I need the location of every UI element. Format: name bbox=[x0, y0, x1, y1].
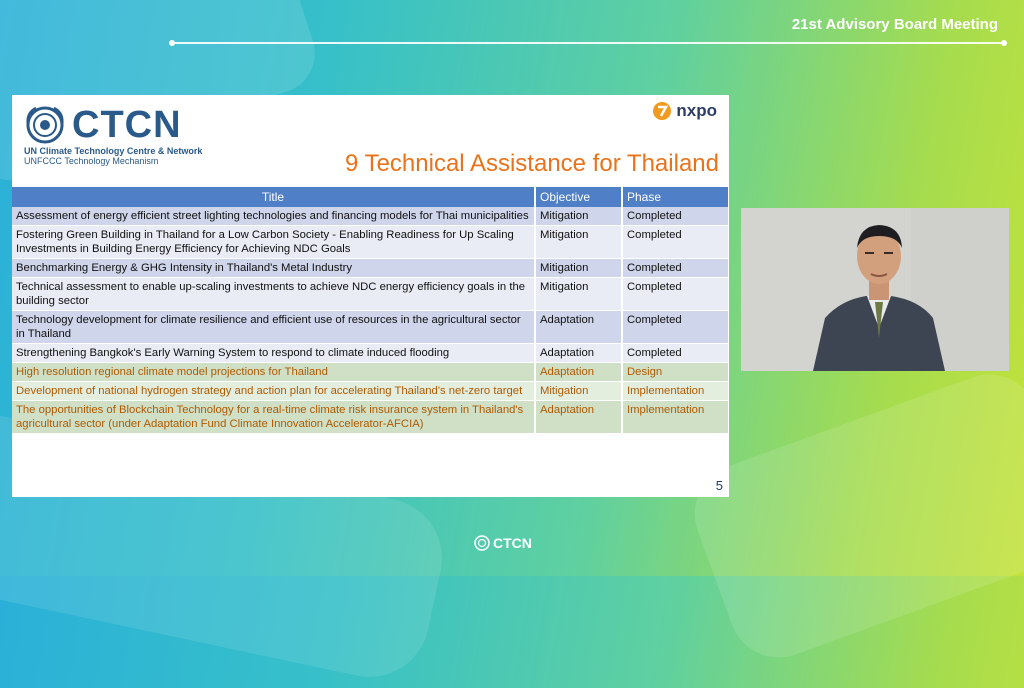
ctcn-logo bbox=[24, 105, 202, 166]
cell-title: Technology development for climate resilience and efficient use of resources in the agricultural sector in Thailand bbox=[12, 311, 535, 344]
table-row bbox=[12, 363, 729, 382]
slide-title: 9 Technical Assistance for Thailand bbox=[344, 150, 719, 177]
footer-ctcn-logo bbox=[474, 535, 532, 551]
ctcn-logo-text: CTCN bbox=[72, 104, 182, 146]
cell-objective: Adaptation bbox=[535, 401, 622, 434]
cell-objective: Mitigation bbox=[535, 259, 622, 278]
cell-objective: Adaptation bbox=[535, 344, 622, 363]
cell-title: High resolution regional climate model projections for Thailand bbox=[12, 363, 535, 382]
cell-phase: Completed bbox=[622, 207, 729, 226]
cell-phase: Design bbox=[622, 363, 729, 382]
cell-phase: Completed bbox=[622, 311, 729, 344]
nxpo-logo bbox=[652, 101, 717, 121]
cell-title: Technical assessment to enable up-scaling investments to achieve NDC energy efficiency goals in the building sector bbox=[12, 278, 535, 311]
cell-objective: Adaptation bbox=[535, 363, 622, 382]
cell-phase: Completed bbox=[622, 259, 729, 278]
table-row bbox=[12, 382, 729, 401]
cell-phase: Implementation bbox=[622, 401, 729, 434]
presenter-avatar-icon bbox=[741, 208, 1009, 371]
ctcn-subtitle-2: UNFCCC Technology Mechanism bbox=[24, 156, 159, 166]
un-emblem-icon bbox=[24, 105, 66, 145]
table-row bbox=[12, 278, 729, 311]
cell-objective: Mitigation bbox=[535, 226, 622, 259]
cell-phase: Completed bbox=[622, 344, 729, 363]
shared-slide bbox=[12, 95, 729, 497]
un-emblem-icon bbox=[474, 535, 490, 551]
table-row bbox=[12, 311, 729, 344]
nxpo-emblem-icon bbox=[652, 101, 672, 121]
cell-title: Fostering Green Building in Thailand for a Low Carbon Society - Enabling Readiness for Up Scaling Investments in Building Energy Efficiency for Achieving NDC Goals bbox=[12, 226, 535, 259]
cell-phase: Completed bbox=[622, 278, 729, 311]
header-divider bbox=[172, 42, 1004, 44]
meeting-title: 21st Advisory Board Meeting bbox=[791, 16, 998, 33]
header-objective: Objective bbox=[535, 187, 622, 207]
cell-title: The opportunities of Blockchain Technology for a real-time climate risk insurance system in Thailand's agricultural sector (under Adaptation Fund Climate Innovation Accelerator-AFCIA) bbox=[12, 401, 535, 434]
header-phase: Phase bbox=[622, 187, 729, 207]
cell-title: Assessment of energy efficient street lighting technologies and financing models for Thai municipalities bbox=[12, 207, 535, 226]
slide-page-number: 5 bbox=[715, 478, 723, 493]
nxpo-logo-text: nxpo bbox=[676, 101, 717, 120]
cell-phase: Completed bbox=[622, 226, 729, 259]
header-title: Title bbox=[12, 187, 535, 207]
presenter-video[interactable] bbox=[741, 208, 1009, 371]
cell-objective: Mitigation bbox=[535, 382, 622, 401]
table-row bbox=[12, 259, 729, 278]
cell-objective: Mitigation bbox=[535, 278, 622, 311]
cell-title: Benchmarking Energy & GHG Intensity in Thailand's Metal Industry bbox=[12, 259, 535, 278]
cell-title: Strengthening Bangkok's Early Warning System to respond to climate induced flooding bbox=[12, 344, 535, 363]
assistance-table bbox=[12, 187, 729, 434]
table-row bbox=[12, 226, 729, 259]
cell-phase: Implementation bbox=[622, 382, 729, 401]
table-row bbox=[12, 207, 729, 226]
cell-title: Development of national hydrogen strategy and action plan for accelerating Thailand's net-zero target bbox=[12, 382, 535, 401]
table-row bbox=[12, 401, 729, 434]
footer-logo-text: CTCN bbox=[493, 535, 532, 551]
table-header-row bbox=[12, 187, 729, 207]
cell-objective: Adaptation bbox=[535, 311, 622, 344]
background-shape bbox=[681, 360, 1024, 671]
table-row bbox=[12, 344, 729, 363]
ctcn-subtitle: UN Climate Technology Centre & Network bbox=[24, 146, 203, 156]
cell-objective: Mitigation bbox=[535, 207, 622, 226]
